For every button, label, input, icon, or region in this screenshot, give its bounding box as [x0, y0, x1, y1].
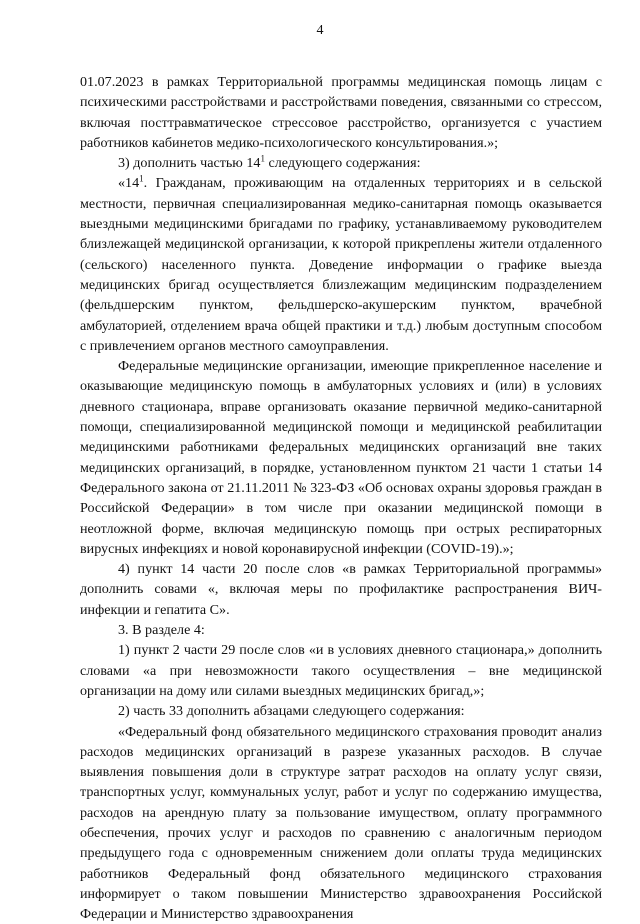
paragraph-2: 3) дополнить частью $14^1$ следующего содержания: — [80, 153, 602, 173]
superscript: 1 — [260, 154, 265, 164]
paragraph-3: «$14^1$. Гражданам, проживающим на отдаленных территориях и в сельской местности, первичная специализированная медико-санитарная помощь оказывается выездными медицинскими бригадами по графику, устанавливаемому руководителем близлежащей медицинской организации, к которой прикреплены жители отдаленного (сельского) населенного пункта. Доведение информации о графике выезда медицинских бригад осуществляется близлежащим медицинским подразделением (фельдшерским пунктом, фельдшерско-акушерским пунктом, врачебной амбулаторией, отделением врача общей практики и т.д.) любым доступным способом с привлечением органов местного самоуправления. — [80, 173, 602, 356]
paragraph-6: 3. В разделе 4: — [80, 620, 602, 640]
paragraph-7: 1) пункт 2 части 29 после слов «и в условиях дневного стационара,» дополнить словами «а при невозможности такого осуществления – вне медицинской организации на дому или силами выездных медицинских бригад,»; — [80, 640, 602, 701]
paragraph-9: «Федеральный фонд обязательного медицинского страхования проводит анализ расходов медицинских организаций в разрезе указанных расходов. В случае выявления повышения доли в структуре затрат расходов на оплату услуг связи, транспортных услуг, коммунальных услуг, работ и услуг по содержанию имущества, расходов на арендную плату за пользование имуществом, оплату программного обеспечения, прочих услуг и расходов по сравнению с аналогичным периодом предыдущего года с одновременным снижением доли оплаты труда медицинских работников Федеральный фонд обязательного медицинского страхования информирует о таком повышении Министерство здравоохранения Российской Федерации и Министерство здравоохранения — [80, 722, 602, 924]
paragraph-1: 01.07.2023 в рамках Территориальной программы медицинская помощь лицам с психическими расстройствами и расстройствами поведения, связанными со стрессом, включая посттравматическое стрессовое расстройство, организуется с участием работников кабинетов медико-психологического консультирования.»; — [80, 72, 602, 153]
paragraph-8: 2) часть 33 дополнить абзацами следующего содержания: — [80, 701, 602, 721]
page-number: 4 — [0, 22, 640, 40]
paragraph-5: 4) пункт 14 части 20 после слов «в рамках Территориальной программы» дополнить совами «, включая меры по профилактике распространения ВИЧ-инфекции и гепатита С». — [80, 559, 602, 620]
paragraph-4: Федеральные медицинские организации, имеющие прикрепленное население и оказывающие медицинскую помощь в амбулаторных условиях и (или) в условиях дневного стационара, вправе организовать оказание первичной медико-санитарной помощи, специализированной медицинской помощи и медицинской реабилитации медицинскими работниками федеральных медицинских организаций вне таких медицинских организаций, в порядке, установленном пунктом 21 части 1 статьи 14 Федерального закона от 21.11.2011 № 323-ФЗ «Об основах охраны здоровья граждан в Российской Федерации» в том числе при оказании медицинской помощи в неотложной форме, включая медицинскую помощь при острых респираторных вирусных инфекциях и новой коронавирусной инфекции (COVID-19).»; — [80, 356, 602, 559]
superscript: 1 — [139, 174, 144, 184]
document-body — [80, 72, 602, 924]
